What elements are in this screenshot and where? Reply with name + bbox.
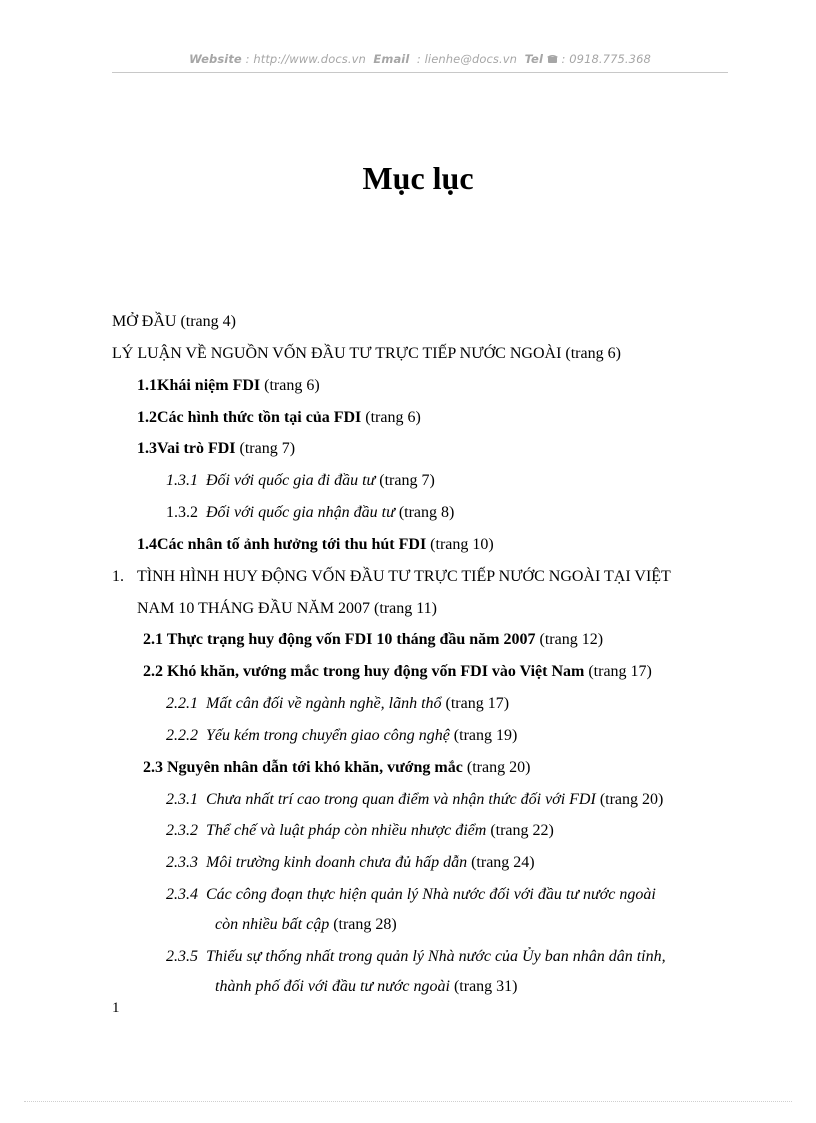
toc-entry-2-3-5-line2 <box>215 977 518 997</box>
toc-entry-1-4 <box>137 535 494 555</box>
toc-entry-2-3-3 <box>166 853 535 873</box>
toc-entry-text: Chưa nhất trí cao trong quan điểm và nhận thức đối với FDI <box>206 791 596 808</box>
toc-entry-1-line1: TÌNH HÌNH HUY ĐỘNG VỐN ĐẦU TƯ TRỰC TIẾP NƯỚC NGOÀI TẠI VIỆT <box>137 568 671 585</box>
toc-entry-number: 2.3.4 <box>166 886 198 903</box>
toc-entry-page: (trang 17) <box>588 663 652 680</box>
toc-entry-page: (trang 28) <box>333 916 397 933</box>
toc-entry-number: 1.3.1 <box>166 472 198 489</box>
toc-entry-1-2 <box>137 408 421 428</box>
toc-entry-1-3 <box>137 439 295 459</box>
toc-entry-page: (trang 8) <box>398 504 455 521</box>
toc-entry-page: (trang 17) <box>445 695 510 712</box>
toc-entry-text: 2.3 Nguyên nhân dẫn tới khó khăn, vướng mắc <box>143 759 463 776</box>
toc-entry-page: (trang 22) <box>490 822 554 839</box>
website-label: Website <box>189 52 242 66</box>
toc-entry-page: (trang 31) <box>453 978 518 995</box>
toc-entry-1-1 <box>137 376 320 396</box>
toc-entry-1-3-1 <box>166 471 435 491</box>
page-title: Mục lục <box>362 160 474 196</box>
toc-entry-number: 2.3.3 <box>166 854 198 871</box>
toc-entry-text: thành phố đối với đầu tư nước ngoài <box>215 978 450 995</box>
tel-label: Tel <box>524 52 543 66</box>
page-number: 1 <box>112 1000 120 1016</box>
toc-entry-text: 1.1Khái niệm FDI <box>137 377 261 394</box>
toc-entry-text: Đối với quốc gia đi đầu tư <box>206 472 376 489</box>
toc-entry-2-3-2 <box>166 821 554 841</box>
toc-entry-text: 1.3Vai trò FDI <box>137 440 236 457</box>
toc-entry-2-3-1 <box>166 790 663 810</box>
toc-entry-text: Thể chế và luật pháp còn nhiều nhược điểm <box>206 822 487 839</box>
toc-entry-number: 2.3.2 <box>166 822 198 839</box>
toc-entry-text: 2.1 Thực trạng huy động vốn FDI 10 tháng đầu năm 2007 <box>143 631 536 648</box>
toc-entry-2-3-4-line1 <box>166 885 656 905</box>
toc-entry-page: (trang 12) <box>539 631 604 648</box>
toc-entry-1-3-2 <box>166 503 454 523</box>
toc-entry-page: (trang 20) <box>466 759 531 776</box>
toc-entry-text: 1.2Các hình thức tồn tại của FDI <box>137 409 362 426</box>
toc-entry-page: (trang 20) <box>599 791 664 808</box>
toc-entry-page: (trang 7) <box>379 472 435 489</box>
footer-divider <box>24 1101 792 1102</box>
toc-entry-mo-dau: MỞ ĐẦU (trang 4) <box>112 313 236 330</box>
toc-entry-page: (trang 7) <box>239 440 296 457</box>
toc-entry-text: 1.4Các nhân tố ảnh hưởng tới thu hút FDI <box>137 536 427 553</box>
toc-entry-1-line2: NAM 10 THÁNG ĐẦU NĂM 2007 (trang 11) <box>137 600 437 617</box>
email-label: Email <box>373 52 410 66</box>
page-header <box>112 52 728 67</box>
email-value[interactable]: : lienhe@docs.vn <box>416 52 518 66</box>
tel-value: : 0918.775.368 <box>561 52 651 66</box>
toc-entry-2-3-5-line1 <box>166 947 666 967</box>
toc-entry-page: (trang 6) <box>264 377 320 394</box>
toc-entry-2-1 <box>143 630 603 650</box>
toc-entry-page: (trang 6) <box>365 409 421 426</box>
toc-entry-page: (trang 19) <box>453 727 518 744</box>
toc-entry-2-2 <box>143 662 652 682</box>
toc-entry-ly-luan: LÝ LUẬN VỀ NGUỒN VỐN ĐẦU TƯ TRỰC TIẾP NƯỚC NGOÀI (trang 6) <box>112 345 621 362</box>
toc-entry-1-number: 1. <box>112 568 124 585</box>
toc-entry-2-3-4-line2 <box>215 915 397 935</box>
toc-entry-text: Đối với quốc gia nhận đầu tư <box>206 504 395 521</box>
toc-entry-text: Mất cân đối về ngành nghề, lãnh thổ <box>206 695 442 712</box>
toc-entry-number: 2.2.2 <box>166 727 198 744</box>
toc-entry-text: còn nhiều bất cập <box>215 916 330 933</box>
toc-entry-text: Các công đoạn thực hiện quản lý Nhà nước đối với đầu tư nước ngoài <box>206 886 656 903</box>
toc-entry-text: Môi trường kinh doanh chưa đủ hấp dẫn <box>206 854 468 871</box>
toc-entry-2-2-1 <box>166 694 509 714</box>
toc-entry-text: Yếu kém trong chuyển giao công nghệ <box>206 727 450 744</box>
toc-entry-number: 2.3.1 <box>166 791 198 808</box>
toc-entry-2-2-2 <box>166 726 517 746</box>
toc-entry-number: 1.3.2 <box>166 504 198 521</box>
toc-entry-number: 2.2.1 <box>166 695 198 712</box>
toc-entry-page: (trang 10) <box>430 536 494 553</box>
website-value[interactable]: : http://www.docs.vn <box>245 52 366 66</box>
header-divider <box>112 72 728 73</box>
toc-entry-2-3 <box>143 758 530 778</box>
toc-entry-number: 2.3.5 <box>166 948 198 965</box>
phone-icon <box>547 53 558 67</box>
toc-entry-text: Thiếu sự thống nhất trong quản lý Nhà nước của Ủy ban nhân dân tỉnh, <box>206 948 666 965</box>
toc-entry-text: 2.2 Khó khăn, vướng mắc trong huy động vốn FDI vào Việt Nam <box>143 663 585 680</box>
toc-entry-page: (trang 24) <box>471 854 535 871</box>
